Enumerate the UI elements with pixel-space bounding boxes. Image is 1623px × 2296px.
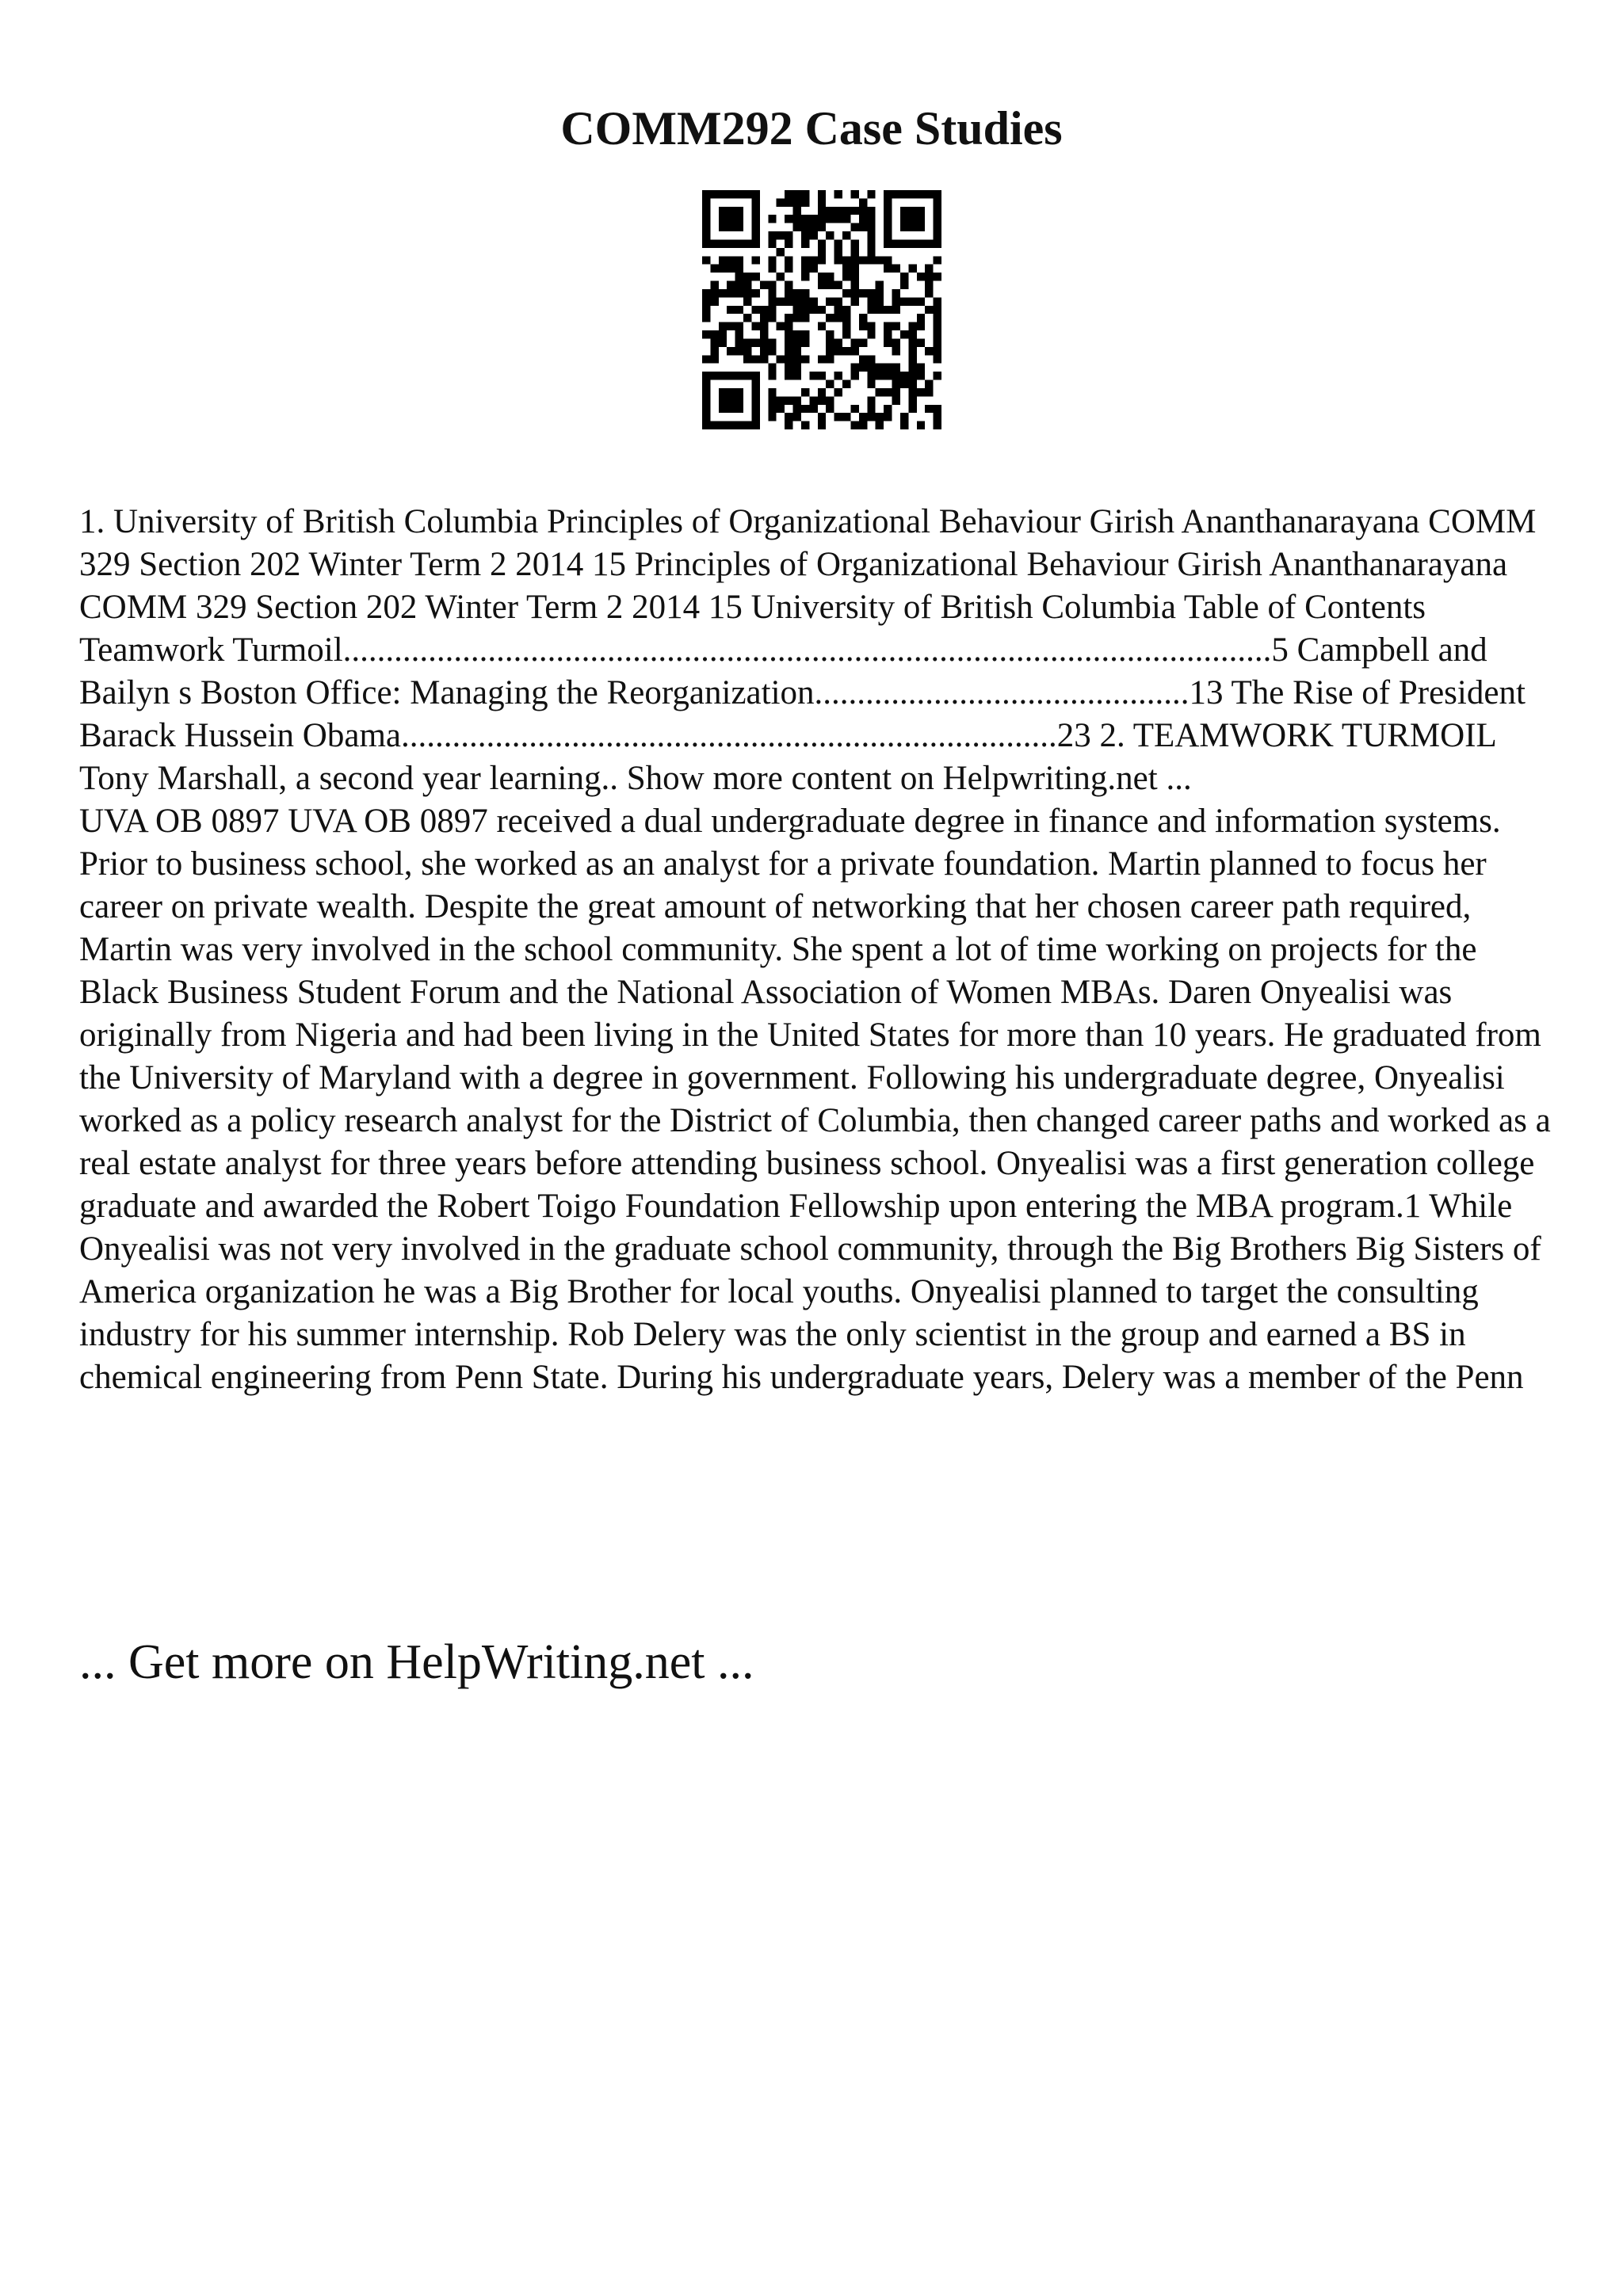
get-more-link[interactable]: ... Get more on HelpWriting.net ... — [79, 1635, 754, 1689]
qr-code-icon — [702, 190, 941, 429]
paragraph-toc: 1. University of British Columbia Principles of Organizational Behaviour Girish Ananthanarayana COMM 329 Section 202 Winter Term 2 2014 15 Principles of Organizational Behaviour Girish Ananthanarayana COMM 329 Section 202 Winter Term 2 2014 15 University of British Columbia Table of Contents Teamwork Turmoil.............................................................................................................5 Campbell and Bailyn s Boston Office: Managing the Reorganization............................................13 The Rise of President Barack Hussein Obama.............................................................................23 2. TEAMWORK TURMOIL Tony Marshall, a second year learning.. Show more content on Helpwriting.net ... — [79, 503, 1537, 797]
page-title: COMM292 Case Studies — [560, 102, 1063, 154]
paragraph-case: UVA OB 0897 UVA OB 0897 received a dual undergraduate degree in finance and information systems. Prior to business school, she worked as an analyst for a private foundation. Martin planned to focus her career on private wealth. Despite the great amount of networking that her chosen career path required, Martin was very involved in the school community. She spent a lot of time working on projects for the Black Business Student Forum and the National Association of Women MBAs. Daren Onyealisi was originally from Nigeria and had been living in the United States for more than 10 years. He graduated from the University of Maryland with a degree in government. Following his undergraduate degree, Onyealisi worked as a policy research analyst for the District of Columbia, then changed career paths and worked as a real estate analyst for three years before attending business school. Onyealisi was a first generation college graduate and awarded the Robert Toigo Foundation Fellowship upon entering the MBA program.1 While Onyealisi was not very involved in the graduate school community, through the Big Brothers Big Sisters of America organization he was a Big Brother for local youths. Onyealisi planned to target the consulting industry for his summer internship. Rob Delery was the only scientist in the group and earned a BS in chemical engineering from Penn State. During his undergraduate years, Delery was a member of the Penn — [79, 803, 1551, 1396]
document-body — [79, 501, 1553, 1399]
